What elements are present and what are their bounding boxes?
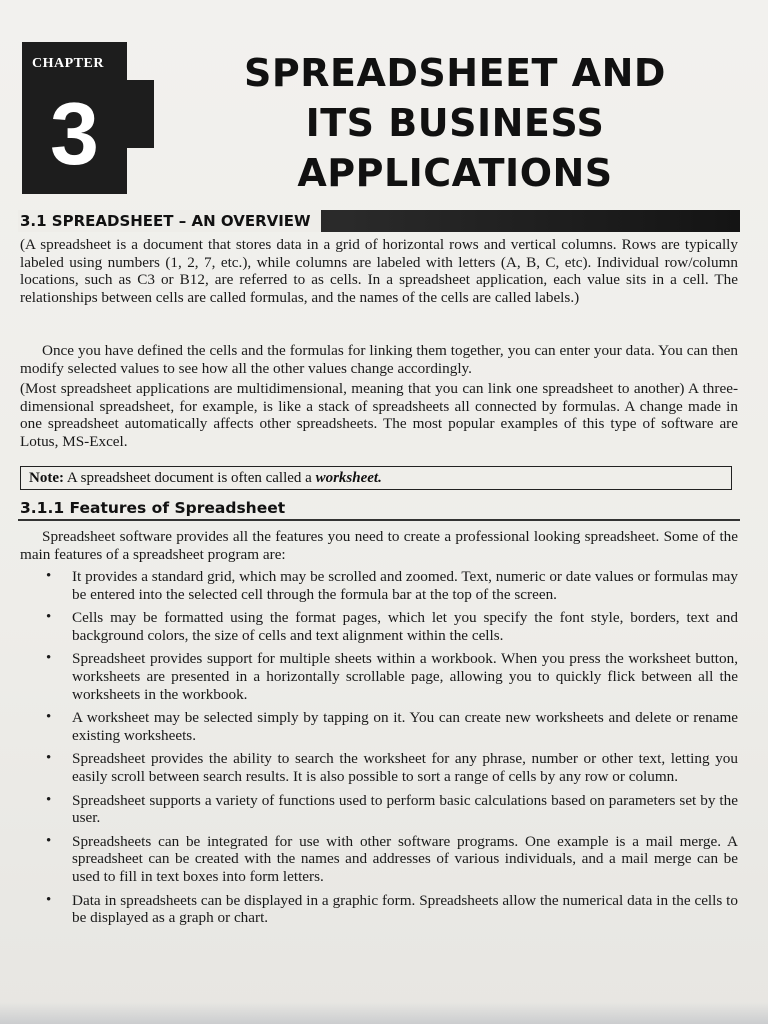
overview-paragraph: (Most spreadsheet applications are multidimensional, meaning that you can link one spreadsheet to another) A three-dimensional spreadsheet, for example, is like a stack of spreadsheets all connected by formulas. A change made in one spreadsheet automatically affects other spreadsheets. The most popular examples of this type of software are Lotus, MS-Excel. xyxy=(20,380,738,450)
subsection-rule xyxy=(18,519,740,521)
note-prefix: Note: xyxy=(29,470,64,486)
chapter-badge-tab xyxy=(124,80,154,148)
subsection-intro: Spreadsheet software provides all the features you need to create a professional looking spreadsheet. Some of the main features of a spreadsheet program are: xyxy=(20,528,738,563)
list-item: • It provides a standard grid, which may be scrolled and zoomed. Text, numeric or date values or formulas may be entered into the selected cell through the formula bar at the top of the screen. xyxy=(46,568,738,603)
bullet-icon: • xyxy=(46,832,52,849)
chapter-label: CHAPTER xyxy=(32,56,104,71)
note-box xyxy=(20,466,732,490)
section-heading: 3.1 SPREADSHEET – AN OVERVIEW xyxy=(18,210,321,232)
chapter-title-line: ITS BUSINESS xyxy=(305,101,605,145)
page-edge-shadow xyxy=(0,1002,768,1024)
chapter-badge xyxy=(22,42,127,194)
list-item: • A worksheet may be selected simply by tapping on it. You can create new worksheets and delete or rename existing worksheets. xyxy=(46,709,738,744)
note-text: A spreadsheet document is often called a xyxy=(63,470,316,486)
chapter-title-line: SPREADSHEET AND xyxy=(244,51,666,95)
features-list xyxy=(20,568,738,927)
section-heading-bar xyxy=(18,210,740,232)
bullet-icon: • xyxy=(46,568,52,584)
list-item: • Spreadsheets can be integrated for use with other software programs. One example is a mail merge. A spreadsheet can be created with the names and addresses of various individuals, and a mail merge can be used to fill in text boxes into form letters. xyxy=(46,832,738,885)
bullet-icon: • xyxy=(46,709,52,726)
list-item: • Spreadsheet supports a variety of functions used to perform basic calculations based on parameters set by the user. xyxy=(46,791,738,827)
chapter-title-line: APPLICATIONS xyxy=(297,151,613,195)
bullet-icon: • xyxy=(46,750,52,767)
list-item: • Data in spreadsheets can be displayed in a graphic form. Spreadsheets allow the numerical data in the cells to be displayed as a graph or chart. xyxy=(46,891,738,927)
bullet-icon: • xyxy=(46,791,52,808)
chapter-title xyxy=(170,48,740,198)
subsection-heading: 3.1.1 Features of Spreadsheet xyxy=(20,499,286,517)
list-item: • Cells may be formatted using the format pages, which let you specify the font style, borders, text and background colors, the size of cells and text alignment within the cells. xyxy=(46,609,738,644)
bullet-icon: • xyxy=(46,609,52,626)
chapter-number: 3 xyxy=(50,84,99,183)
overview-paragraph: (A spreadsheet is a document that stores data in a grid of horizontal rows and vertical columns. Rows are typically labeled using numbers (1, 2, 7, etc.), while columns are labeled with letters (A, B, C, etc). Individual row/column locations, such as C3 or B12, are referred to as cells. In a spreadsheet application, each value sits in a cell. The relationships between cells are called formulas, and the names of the cells are called labels.) xyxy=(20,236,738,306)
bullet-icon: • xyxy=(46,650,52,667)
list-item: • Spreadsheet provides support for multiple sheets within a workbook. When you press the worksheet button, worksheets are presented in a horizontally scrollable page, allowing you to quickly flick between all the worksheets in the workbook. xyxy=(46,650,738,703)
overview-paragraph: Once you have defined the cells and the formulas for linking them together, you can enter your data. You can then modify selected values to see how all the other values change accordingly. xyxy=(20,342,738,377)
list-item: • Spreadsheet provides the ability to search the worksheet for any phrase, number or other text, letting you easily scroll between search results. It is also possible to sort a range of cells by any row or column. xyxy=(46,750,738,785)
bullet-icon: • xyxy=(46,891,52,908)
note-term: worksheet. xyxy=(315,470,382,486)
